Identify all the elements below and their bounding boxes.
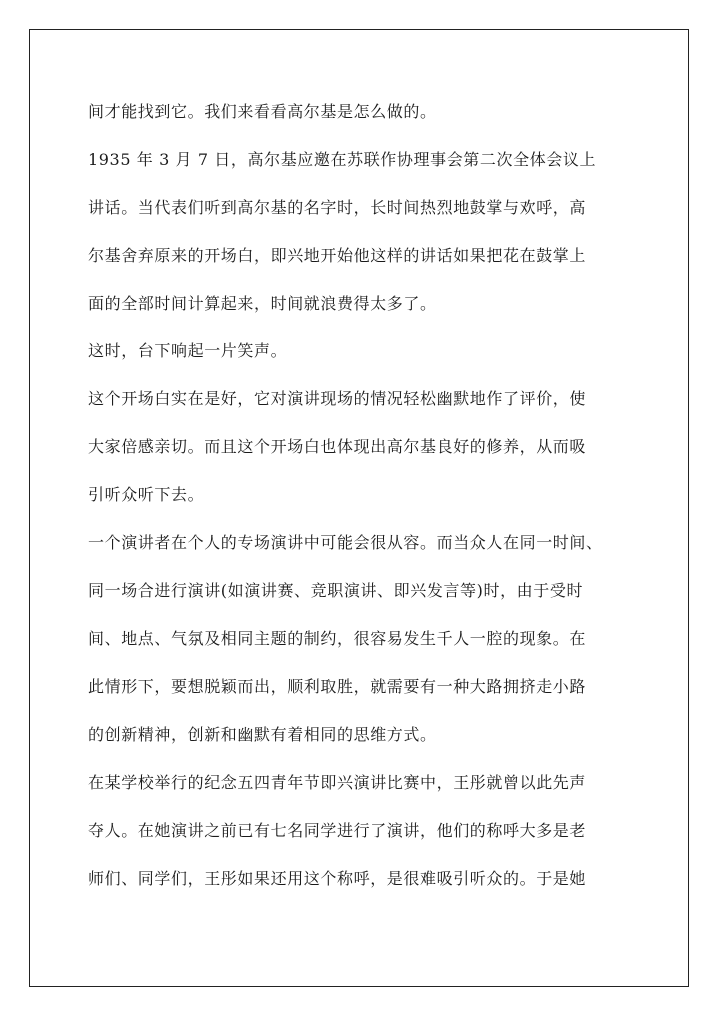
text-line: 引听众听下去。 (88, 485, 205, 504)
text-line: 一个演讲者在个人的专场演讲中可能会很从容。而当众人在同一时间、 (88, 533, 603, 552)
text-line: 间、地点、气氛及相同主题的制约，很容易发生千人一腔的现象。在 (88, 629, 587, 648)
text-line: 大家倍感亲切。而且这个开场白也体现出高尔基良好的修养，从而吸 (88, 437, 587, 456)
text-line: 面的全部时间计算起来，时间就浪费得太多了。 (88, 294, 437, 313)
text-line: 此情形下，要想脱颖而出，顺利取胜，就需要有一种大路拥挤走小路 (88, 677, 587, 696)
text-line: 同一场合进行演讲(如演讲赛、竞职演讲、即兴发言等)时，由于受时 (88, 581, 584, 600)
text-line: 在某学校举行的纪念五四青年节即兴演讲比赛中，王彤就曾以此先声 (88, 773, 587, 792)
text-line: 间才能找到它。我们来看看高尔基是怎么做的。 (88, 102, 437, 121)
page-border (29, 29, 689, 987)
text-line: 讲话。当代表们听到高尔基的名字时，长时间热烈地鼓掌与欢呼，高 (88, 198, 587, 217)
text-line: 1935 年 3 月 7 日，高尔基应邀在苏联作协理事会第二次全体会议上 (88, 150, 597, 169)
text-line: 尔基舍弃原来的开场白，即兴地开始他这样的讲话如果把花在鼓掌上 (88, 246, 587, 265)
text-line: 这个开场白实在是好，它对演讲现场的情况轻松幽默地作了评价，使 (88, 389, 587, 408)
text-line: 师们、同学们，王彤如果还用这个称呼，是很难吸引听众的。于是她 (88, 869, 587, 888)
text-line: 的创新精神，创新和幽默有着相同的思维方式。 (88, 725, 437, 744)
text-line: 这时，台下响起一片笑声。 (88, 341, 288, 360)
text-line: 夺人。在她演讲之前已有七名同学进行了演讲，他们的称呼大多是老 (88, 821, 587, 840)
